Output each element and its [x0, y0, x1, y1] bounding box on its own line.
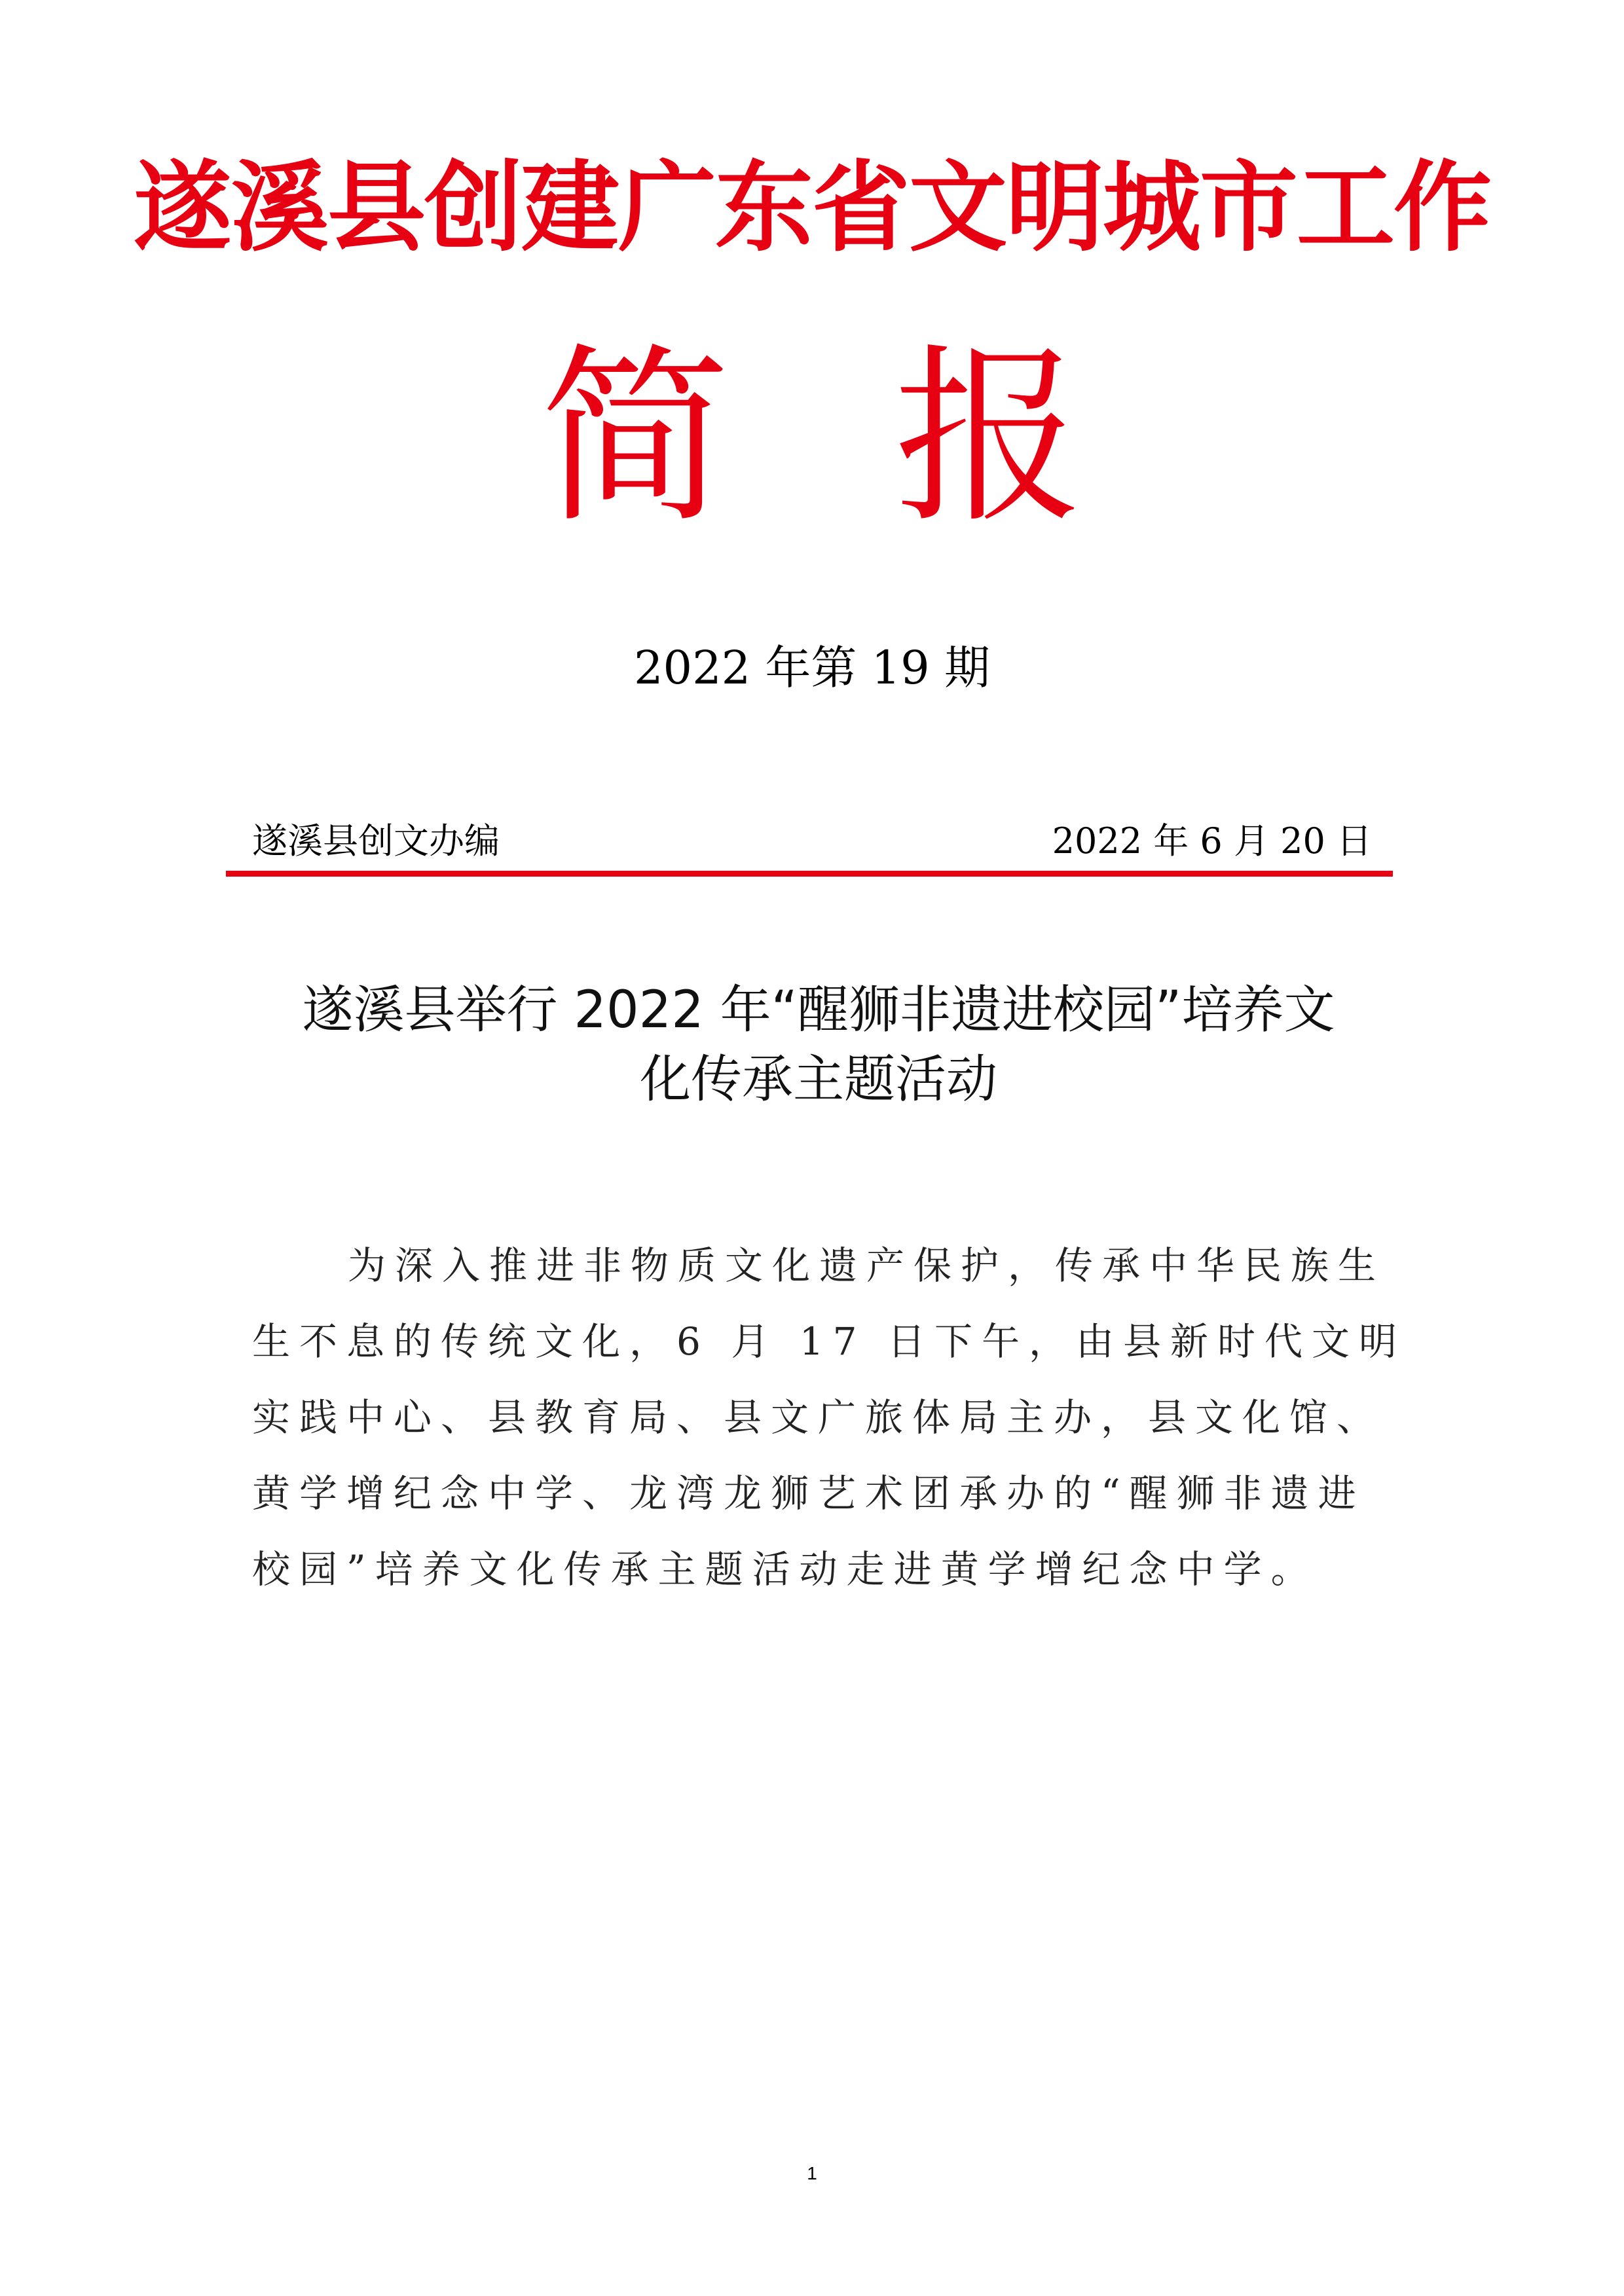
article-body — [252, 1228, 1407, 1607]
publication-date: 2022 年 6 月 20 日 — [1052, 820, 1372, 862]
bulletin-name — [0, 328, 1624, 549]
publisher: 遂溪县创文办编 — [252, 820, 500, 862]
body-line: 黄学增纪念中学、龙湾龙狮艺术团承办的“醒狮非遗进 — [252, 1471, 1365, 1516]
body-line: 生不息的传统文化，6 月 17 日下午，由县新时代文明 — [252, 1319, 1407, 1364]
page-number: 1 — [807, 2163, 817, 2183]
bulletin-header-title: 遂溪县创建广东省文明城市工作 — [133, 151, 1490, 265]
issue-number: 2022 年第 19 期 — [634, 641, 990, 695]
body-line: 校园”培养文化传承主题活动走进黄学增纪念中学。 — [252, 1547, 1318, 1592]
article-title-line-1: 遂溪县举行 2022 年“醒狮非遗进校园”培养文 — [302, 981, 1335, 1040]
publication-meta — [252, 815, 1372, 867]
body-line: 实践中心、县教育局、县文广旅体局主办，县文化馆、 — [252, 1395, 1384, 1440]
article-title — [242, 975, 1395, 1114]
body-line: 为深入推进非物质文化遗产保护，传承中华民族生 — [348, 1243, 1386, 1288]
bulletin-name-char-2: 报 — [894, 328, 1084, 549]
article-title-line-2: 化传承主题活动 — [639, 1050, 997, 1109]
red-divider-line — [226, 871, 1393, 877]
bulletin-name-char-1: 简 — [540, 328, 730, 549]
